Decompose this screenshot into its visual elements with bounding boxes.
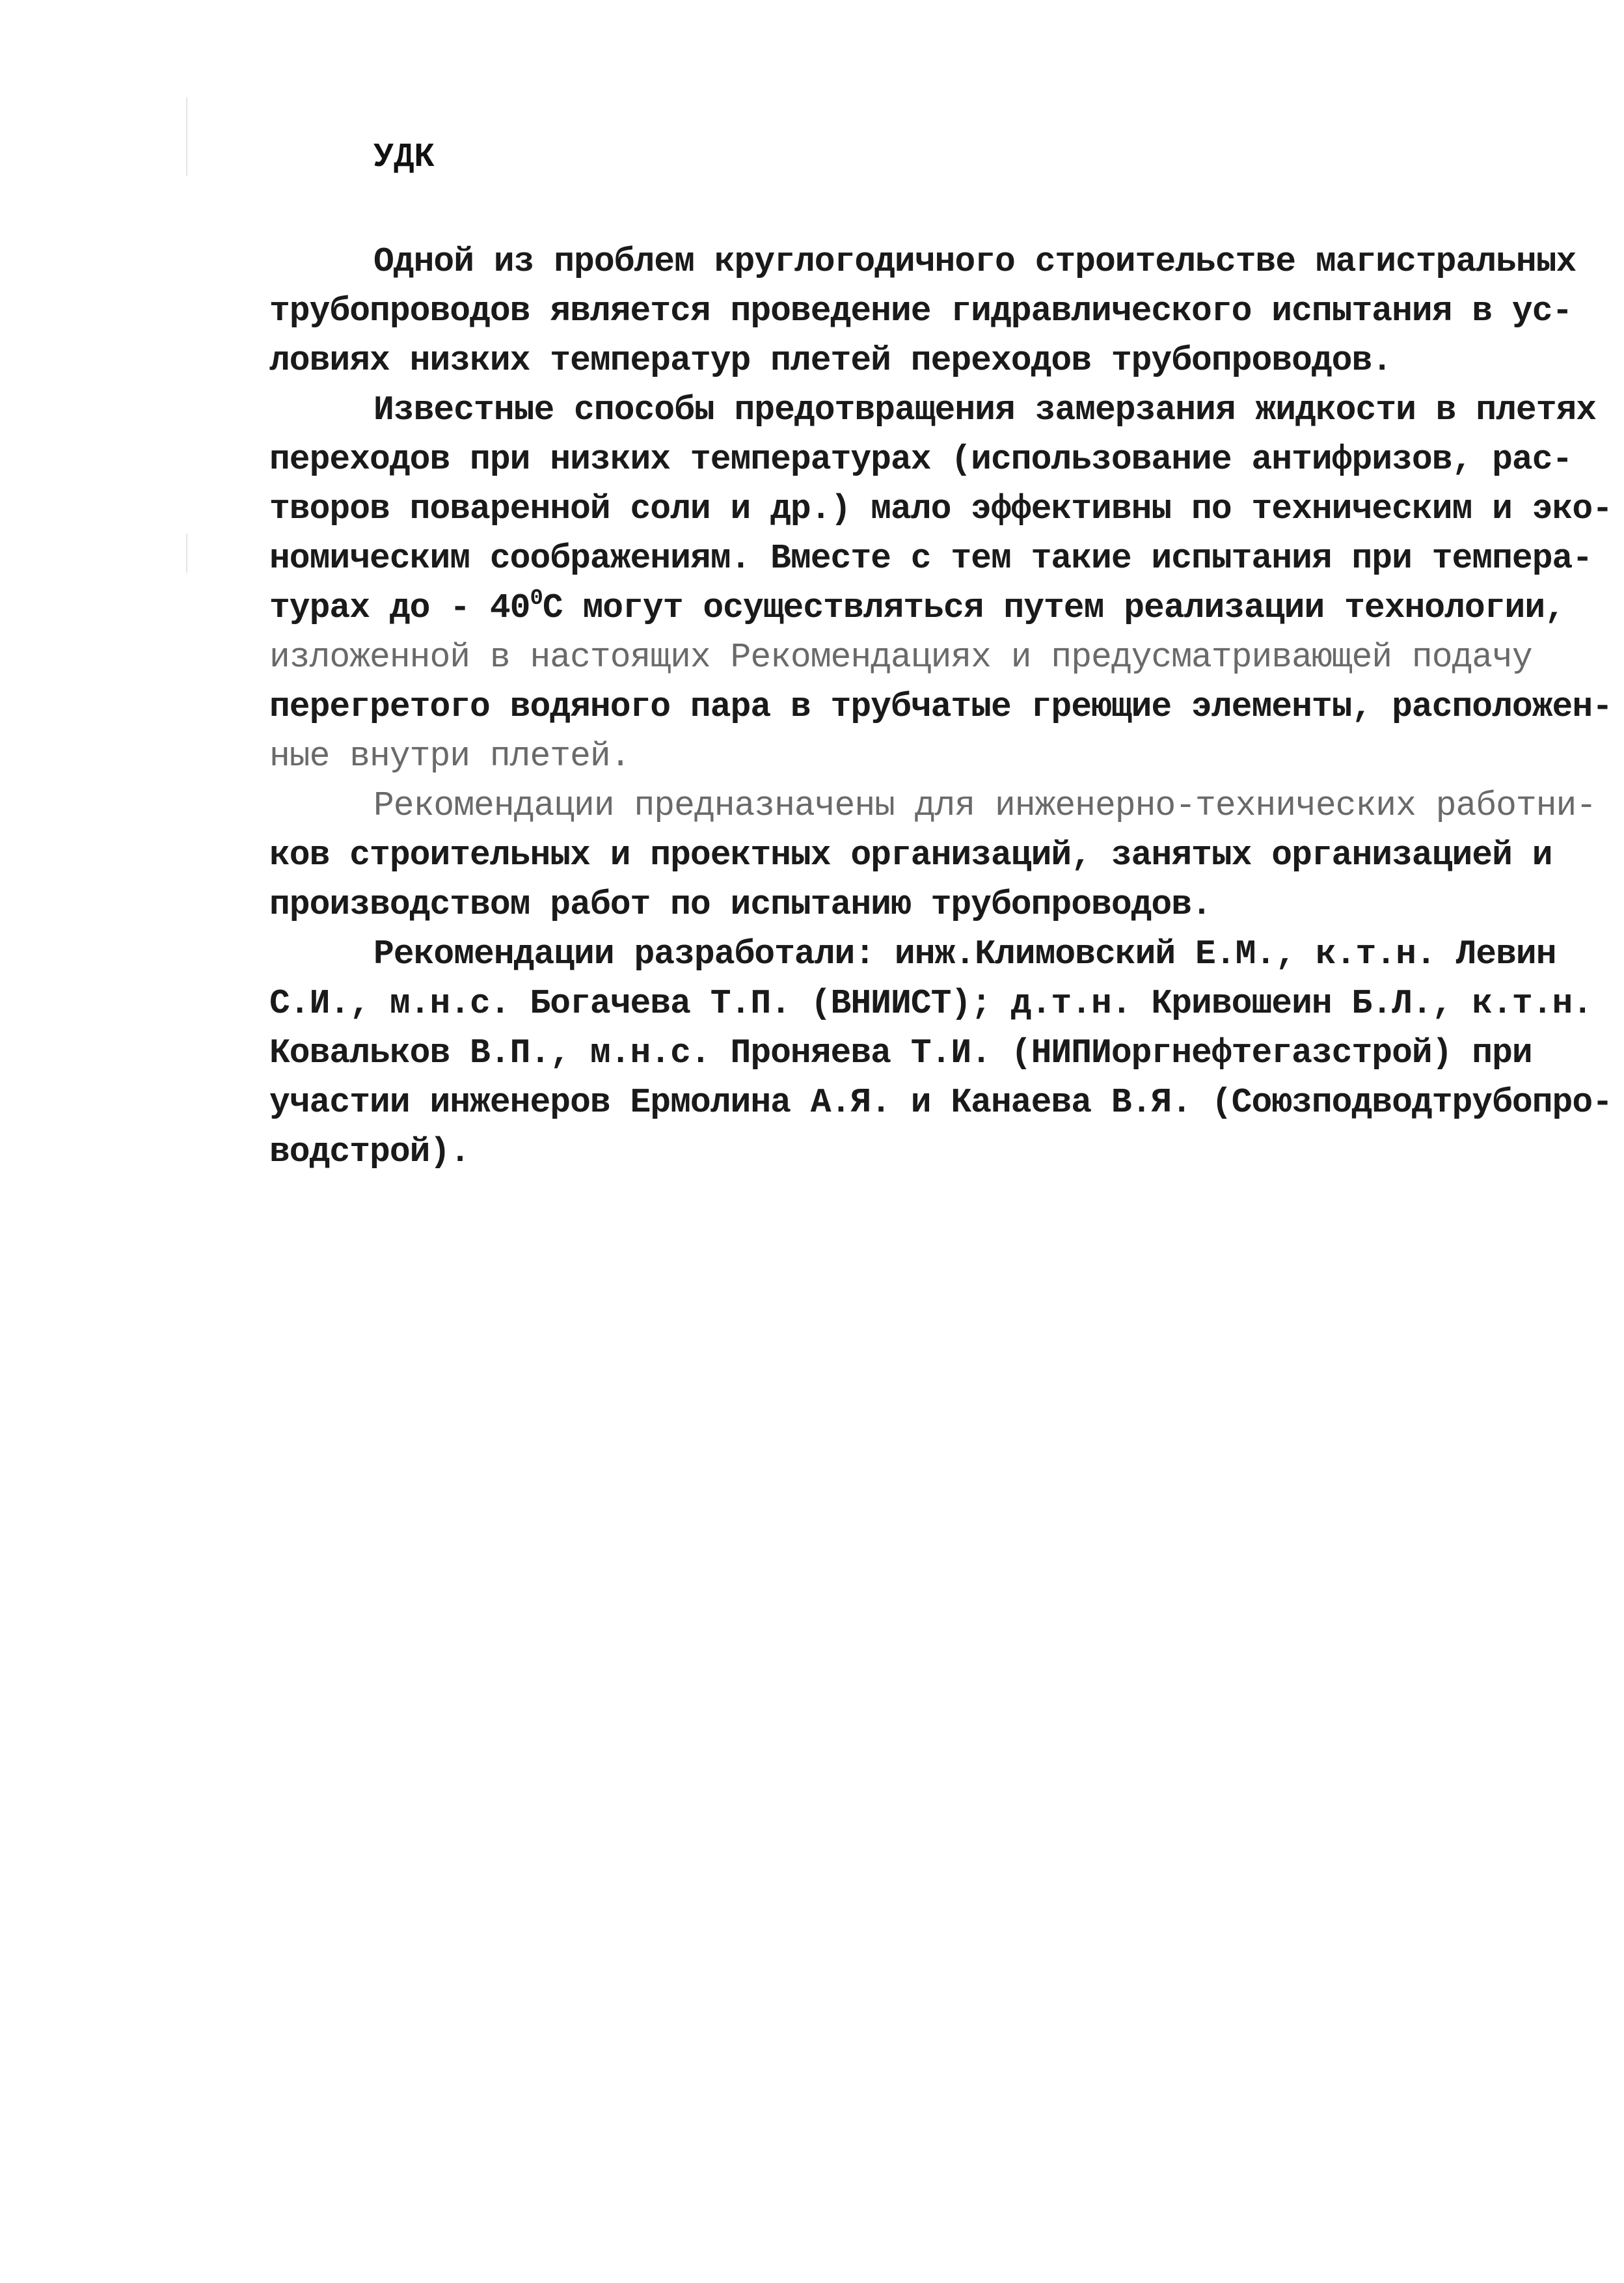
text-line: трубопроводов является проведение гидравлического испытания в ус- [269,292,1573,331]
text-line: производством работ по испытанию трубопроводов. [269,885,1211,924]
udk-label: УДК [373,138,435,176]
text-line: водстрой). [269,1132,470,1171]
text-line: перегретого водяного пара в трубчатые греющие элементы, расположен- [269,687,1612,726]
text-line: переходов при низких температурах (использование антифризов, рас- [269,440,1573,479]
text-line: Известные способы предотвращения замерзания жидкости в плетях [373,390,1597,430]
scan-mark [186,98,187,176]
scan-mark [186,534,187,573]
text-line: номическим соображениям. Вместе с тем такие испытания при темпера- [269,539,1593,578]
text-line: творов поваренной соли и др.) мало эффективны по техническим и эко- [269,489,1612,528]
text-line: Одной из проблем круглогодичного строительстве магистральных [373,242,1577,281]
text-line: Рекомендации разработали: инж.Климовский Е.М., к.т.н. Левин [373,935,1556,974]
text-line [269,583,1565,633]
text-line: ные внутри плетей. [269,737,630,776]
text-line: ков строительных и проектных организаций, занятых организацией и [269,836,1552,875]
text-line: участии инженеров Ермолина А.Я. и Канаева В.Я. (Союзподводтрубопро- [269,1083,1612,1122]
text-line: Рекомендации предназначены для инженерно-технических работни- [373,786,1597,825]
text-fragment: турах до - 40 [269,588,530,627]
text-line: Ковальков В.П., м.н.с. Проняева Т.И. (НИПИоргнефтегазстрой) при [269,1033,1532,1073]
text-fragment: С могут осуществляться путем реализации технологии, [542,588,1565,627]
text-line: изложенной в настоящих Рекомендациях и предусматривающей подачу [269,638,1532,677]
degree-superscript: 0 [530,586,543,611]
text-line: С.И., м.н.с. Богачева Т.П. (ВНИИСТ); д.т.н. Кривошеин Б.Л., к.т.н. [269,984,1593,1023]
text-line: ловиях низких температур плетей переходов трубопроводов. [269,341,1392,380]
